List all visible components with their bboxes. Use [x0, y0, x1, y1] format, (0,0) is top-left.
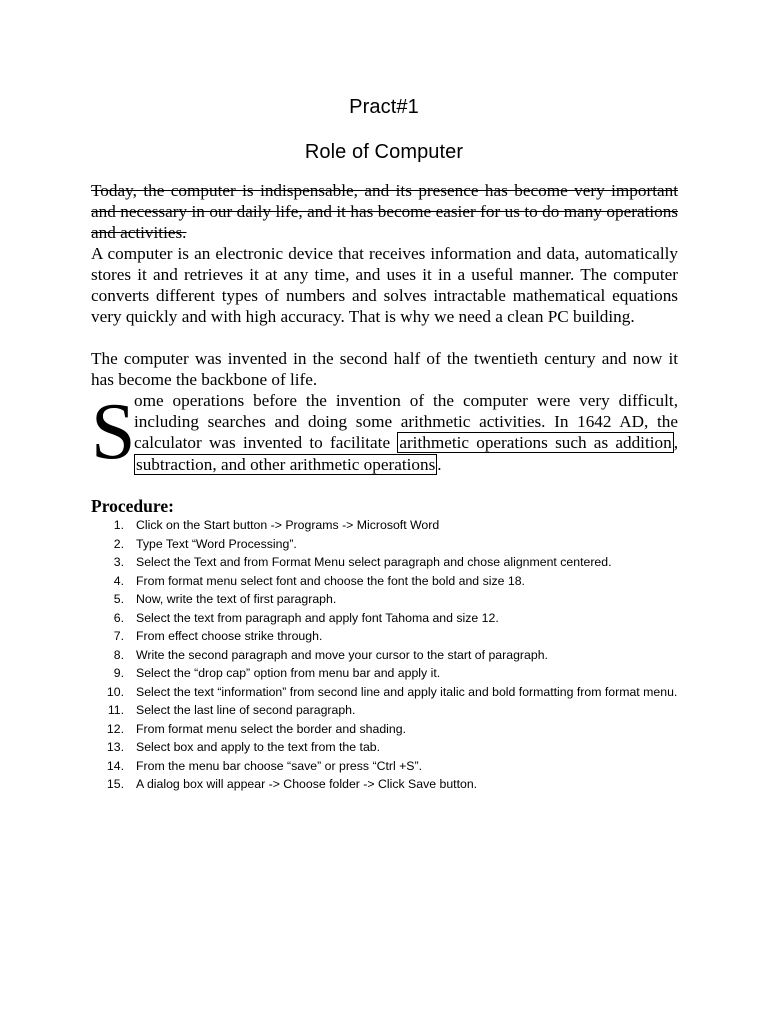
procedure-step-number: 12. — [106, 721, 124, 736]
procedure-step-text: Select the Text and from Format Menu select paragraph and chose alignment centered. — [136, 555, 612, 569]
page-title: Pract#1 — [349, 96, 419, 118]
procedure-step — [106, 757, 680, 776]
procedure-list — [106, 516, 680, 794]
procedure-step — [106, 720, 680, 739]
drop-cap-letter: S — [91, 388, 136, 476]
procedure-step — [110, 516, 680, 535]
intro-paragraph: A computer is an electronic device that receives information and data, automatically stores it and retrieves it at any time, and uses it in a useful manner. The computer converts different types of numbers and solves intractable mathematical equations very quickly and with high accuracy. That is why we need a clean PC building. — [91, 244, 678, 326]
procedure-step-number: 6. — [113, 610, 124, 625]
procedure-step-number: 7. — [113, 629, 124, 643]
boxed-text-1: arithmetic operations such as addition — [399, 433, 672, 452]
procedure-step-number: 14. — [106, 758, 124, 773]
procedure-step — [110, 609, 680, 628]
procedure-step — [106, 738, 680, 757]
procedure-step-text: From format menu select font and choose the font the bold and size 18. — [136, 573, 525, 588]
dropcap-line-3 — [134, 432, 678, 453]
strikethrough-paragraph: Today, the computer is indispensable, and its presence has become very important and necessary in our daily life, and it has become easier for us to do many operations and activities. — [91, 181, 678, 242]
procedure-step — [106, 775, 680, 794]
procedure-step-number: 15. — [106, 777, 124, 791]
procedure-step-number: 5. — [113, 592, 124, 606]
procedure-step — [110, 572, 680, 591]
procedure-step-number: 8. — [113, 647, 124, 662]
procedure-step-text: A dialog box will appear -> Choose folder -> Click Save button. — [136, 777, 478, 791]
procedure-step-text: Click on the Start button -> Programs -> Microsoft Word — [136, 518, 440, 532]
procedure-step-text: From the menu bar choose “save” or press “Ctrl +S”. — [136, 758, 422, 773]
procedure-step-number: 4. — [113, 573, 124, 588]
dropcap-line-1: ome operations before the invention of the computer were very difficult, — [134, 391, 678, 410]
page-subtitle: Role of Computer — [304, 141, 464, 163]
dropcap-line-2: including searches and doing some arithmetic activities. In 1642 AD, the — [134, 412, 678, 431]
procedure-step-text: Select box and apply to the text from the tab. — [136, 740, 381, 754]
dropcap-paragraph — [91, 390, 678, 480]
invented-paragraph: The computer was invented in the second half of the twentieth century and now it has become the backbone of life. — [91, 349, 678, 389]
procedure-step-text: From effect choose strike through. — [136, 629, 323, 643]
dropcap-line-3-punct: , — [673, 433, 678, 452]
procedure-step-text: Select the text from paragraph and apply font Tahoma and size 12. — [136, 610, 499, 625]
procedure-step-number: 11. — [107, 703, 124, 717]
procedure-step-number: 3. — [113, 555, 124, 569]
procedure-step — [107, 701, 680, 720]
procedure-step-text: Type Text “Word Processing”. — [136, 536, 297, 551]
boxed-text-2: subtraction, and other arithmetic operations — [136, 455, 436, 474]
procedure-step-number: 10. — [106, 684, 124, 699]
procedure-step — [110, 590, 680, 609]
procedure-step — [110, 646, 680, 665]
procedure-step-number: 9. — [113, 666, 124, 680]
procedure-step-text: Select the last line of second paragraph. — [136, 703, 356, 717]
procedure-step — [110, 664, 680, 683]
procedure-step — [110, 627, 680, 646]
procedure-step-number: 13. — [106, 740, 124, 754]
procedure-step — [106, 683, 680, 702]
procedure-step-text: Select the “drop cap” option from menu bar and apply it. — [136, 666, 441, 680]
dropcap-line-3-text: calculator was invented to facilitate — [134, 433, 398, 452]
procedure-step-number: 1. — [113, 518, 124, 532]
procedure-heading: Procedure: — [91, 496, 174, 516]
procedure-step-text: Select the text “information” from second line and apply italic and bold formatting from format menu. — [136, 684, 678, 699]
dropcap-line-4 — [134, 454, 678, 475]
procedure-step-number: 2. — [113, 536, 124, 551]
procedure-step — [110, 535, 680, 554]
procedure-step-text: Write the second paragraph and move your cursor to the start of paragraph. — [136, 647, 548, 662]
procedure-step-text: Now, write the text of first paragraph. — [136, 592, 337, 606]
procedure-step-text: From format menu select the border and shading. — [136, 721, 406, 736]
procedure-step — [110, 553, 680, 572]
dropcap-line-4-punct: . — [437, 455, 442, 474]
